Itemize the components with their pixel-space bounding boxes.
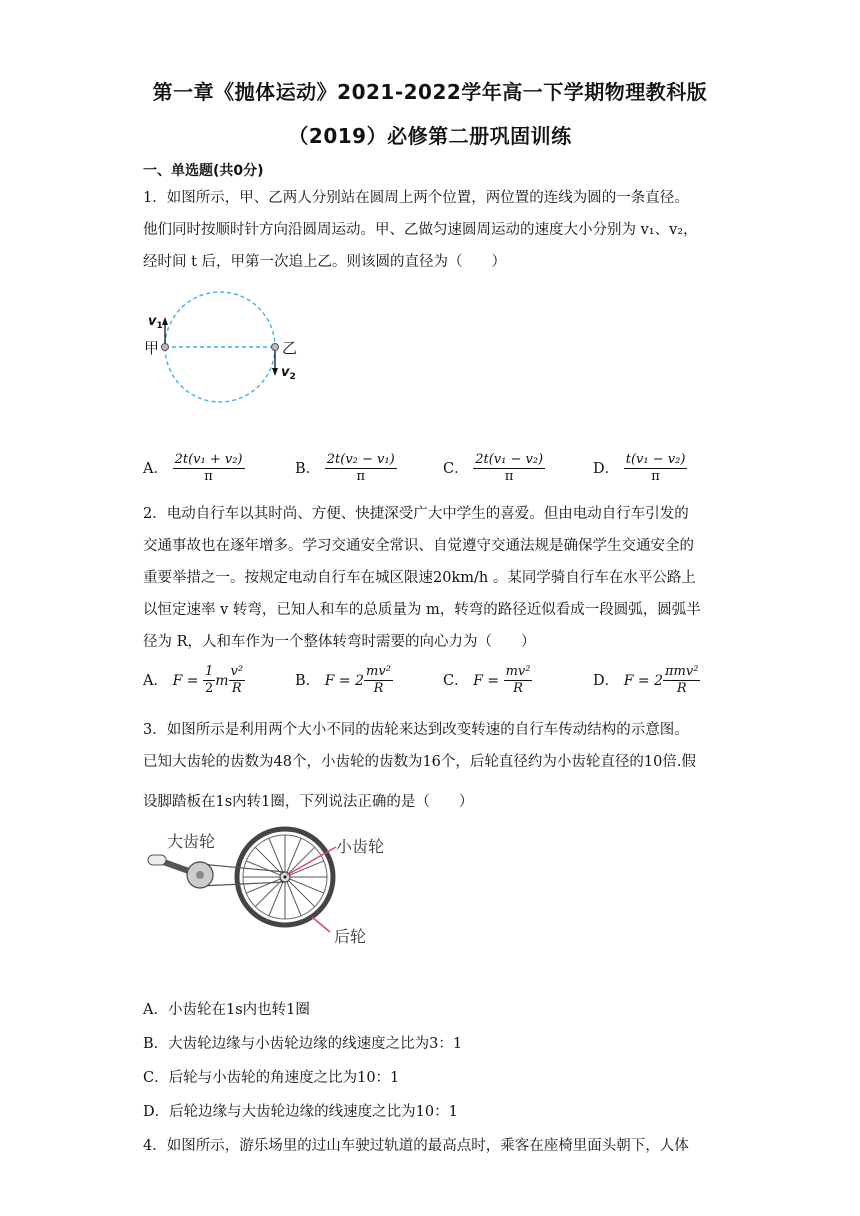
q2-option-c[interactable]: C． F = $\frac{\text{mv²}}{R}$ (443, 664, 531, 697)
q3-text-line-2: 已知大齿轮的齿数为48个，小齿轮的齿数为16个，后轮直径约为小齿轮直径的10倍.假 (143, 754, 696, 770)
chain-bottom (200, 882, 285, 886)
jia-point (162, 344, 169, 351)
section-heading: 一、单选题(共0分) (143, 163, 264, 179)
pedal (148, 855, 166, 865)
v1-label: $v_1$ (148, 314, 163, 331)
q2-option-a[interactable]: A． F = $\frac{1}{2}$ m $\frac{\text{v²}}{R}$ (143, 664, 244, 697)
big-gear-label: 大齿轮 (167, 832, 216, 851)
q2-text-line-1: 2．电动自行车以其时尚、方便、快捷深受广大中学生的喜爱。但由电动自行车引发的 (143, 506, 689, 522)
q1-option-a[interactable]: A． $\frac{\text{2t(v₁ + v₂)}}{\pi}$ (143, 452, 243, 485)
q2-text-line-2: 交通事故也在逐年增多。学习交通安全常识、自觉遵守交通法规是确保学生交通安全的 (143, 538, 694, 554)
big-gear-axle (196, 871, 204, 879)
q1-option-b[interactable]: B． $\frac{\text{2t(v₂ − v₁)}}{\pi}$ (295, 452, 395, 485)
document-title-line-2: （2019）必修第二册巩固训练 (288, 124, 572, 148)
v2-arrow-head (272, 368, 278, 376)
q1-text-line-2: 他们同时按顺时针方向沿圆周运动。甲、乙做匀速圆周运动的速度大小分别为 v₁、v₂， (143, 222, 698, 238)
q3-bicycle-gear-figure (140, 822, 400, 952)
yi-point (272, 344, 279, 351)
q3-option-a[interactable]: A．小齿轮在1s内也转1圈 (143, 1002, 310, 1018)
q2-text-line-5: 径为 R，人和车作为一个整体转弯时需要的向心力为（ ） (143, 634, 536, 650)
q3-option-c[interactable]: C．后轮与小齿轮的角速度之比为10：1 (143, 1070, 400, 1086)
document-title-line-1: 第一章《抛体运动》2021-2022学年高一下学期物理教科版 (152, 80, 708, 104)
q1-circle-figure (140, 288, 310, 408)
rear-wheel-pointer (312, 917, 330, 932)
q1-option-d[interactable]: D． $\frac{\text{t(v₁ − v₂)}}{\pi}$ (593, 452, 686, 485)
q2-text-line-3: 重要举措之一。按规定电动自行车在城区限速20km/h 。某同学骑自行车在水平公路上 (143, 570, 696, 586)
jia-label: 甲 (144, 339, 160, 357)
q4-text-line-1: 4．如图所示，游乐场里的过山车驶过轨道的最高点时，乘客在座椅里面头朝下，人体 (143, 1138, 689, 1154)
q1-option-c[interactable]: C． $\frac{\text{2t(v₁ − v₂)}}{\pi}$ (443, 452, 544, 485)
v2-label: $v_2$ (281, 365, 296, 382)
q3-text-line-1: 3．如图所示是利用两个大小不同的齿轮来达到改变转速的自行车传动结构的示意图。 (143, 722, 689, 738)
rear-wheel-label: 后轮 (334, 927, 367, 946)
q3-option-b[interactable]: B．大齿轮边缘与小齿轮边缘的线速度之比为3：1 (143, 1036, 463, 1052)
q2-option-b[interactable]: B． F = 2 $\frac{\text{mv²}}{R}$ (295, 664, 391, 697)
q1-text-line-1: 1．如图所示，甲、乙两人分别站在圆周上两个位置，两位置的连线为圆的一条直径。 (143, 190, 689, 206)
q2-option-d[interactable]: D． F = 2 $\frac{\text{πmv²}}{R}$ (593, 664, 699, 697)
q3-option-d[interactable]: D．后轮边缘与大齿轮边缘的线速度之比为10：1 (143, 1104, 458, 1120)
small-gear-label: 小齿轮 (336, 837, 385, 856)
yi-label: 乙 (282, 339, 298, 357)
q1-text-line-3: 经时间 t 后，甲第一次追上乙。则该圆的直径为（ ） (143, 254, 507, 270)
q3-text-line-3: 设脚踏板在1s内转1圈，下列说法正确的是（ ） (143, 794, 474, 810)
q2-text-line-4: 以恒定速率 v 转弯，已知人和车的总质量为 m，转弯的路径近似看成一段圆弧，圆弧半 (143, 602, 701, 618)
v1-arrow-head (162, 317, 168, 325)
small-gear-axle (284, 876, 287, 879)
